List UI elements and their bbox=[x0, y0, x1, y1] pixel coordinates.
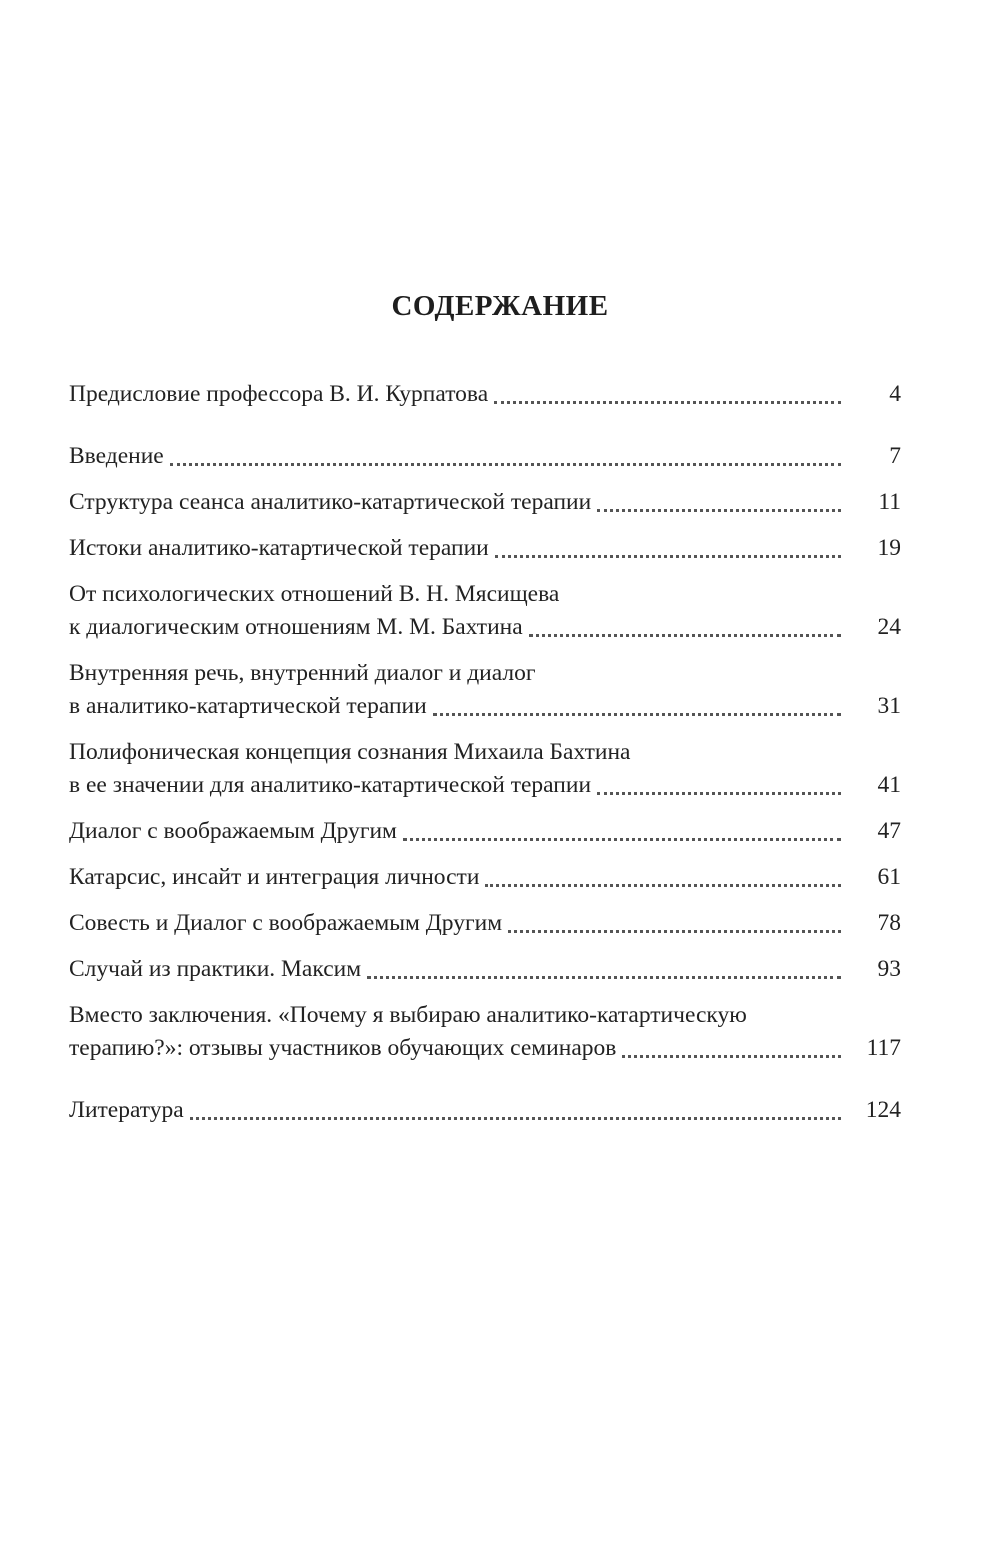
toc-entry-dialogue-imaginary-other[interactable] bbox=[69, 815, 901, 848]
toc-entry-title: Истоки аналитико-катартической терапии bbox=[69, 535, 489, 561]
toc-page-number: 61 bbox=[877, 864, 901, 890]
toc-entry-inner-speech[interactable] bbox=[69, 657, 901, 723]
dot-leader bbox=[494, 400, 841, 404]
page-title: СОДЕРЖАНИЕ bbox=[391, 290, 609, 322]
toc-entry-title-line-1: Внутренняя речь, внутренний диалог и диалог bbox=[69, 660, 536, 686]
toc-page-number: 93 bbox=[877, 956, 901, 982]
dot-leader bbox=[433, 712, 841, 716]
toc-entry-title: Совесть и Диалог с воображаемым Другим bbox=[69, 910, 503, 936]
dot-leader bbox=[485, 883, 841, 887]
toc-page-number: 11 bbox=[878, 489, 901, 515]
toc-page-number: 124 bbox=[865, 1097, 901, 1123]
toc-entry-preface[interactable] bbox=[69, 378, 901, 411]
toc-entry-title: Литература bbox=[69, 1097, 184, 1123]
dot-leader bbox=[190, 1116, 841, 1120]
toc-entry-title-line-1: Полифоническая концепция сознания Михаила Бахтина bbox=[69, 739, 631, 765]
toc-page-number: 19 bbox=[877, 535, 901, 561]
toc-page-number: 4 bbox=[889, 381, 901, 407]
dot-leader bbox=[403, 837, 841, 841]
toc-entry-polyphonic-concept[interactable] bbox=[69, 736, 901, 802]
toc-entry-title: Введение bbox=[69, 443, 164, 469]
toc-entry-origins[interactable] bbox=[69, 532, 901, 565]
toc-entry-title-line-2: терапию?»: отзывы участников обучающих семинаров bbox=[69, 1035, 617, 1061]
toc-entry-conclusion[interactable] bbox=[69, 999, 901, 1065]
dot-leader bbox=[597, 791, 841, 795]
dot-leader bbox=[508, 929, 841, 933]
dot-leader bbox=[622, 1054, 841, 1058]
toc-entry-session-structure[interactable] bbox=[69, 486, 901, 519]
toc-entry-title: Случай из практики. Максим bbox=[69, 956, 362, 982]
toc-page-number: 41 bbox=[877, 772, 901, 798]
toc-entry-introduction[interactable] bbox=[69, 440, 901, 473]
toc-entry-title: Предисловие профессора В. И. Курпатова bbox=[69, 381, 489, 407]
dot-leader bbox=[495, 554, 841, 558]
toc-entry-title-line-2: в ее значении для аналитико-катартической терапии bbox=[69, 772, 592, 798]
toc-entry-title: Катарсис, инсайт и интеграция личности bbox=[69, 864, 480, 890]
toc-entry-title-line-2: в аналитико-катартической терапии bbox=[69, 693, 427, 719]
toc-page-number: 47 bbox=[877, 818, 901, 844]
toc-entry-title-line-1: От психологических отношений В. Н. Мясищева bbox=[69, 581, 560, 607]
dot-leader bbox=[597, 508, 841, 512]
toc-page-number: 31 bbox=[877, 693, 901, 719]
toc-page-number: 78 bbox=[877, 910, 901, 936]
toc-entry-catharsis[interactable] bbox=[69, 861, 901, 894]
dot-leader bbox=[367, 975, 841, 979]
toc-entry-title-line-1: Вместо заключения. «Почему я выбираю аналитико-катартическую bbox=[69, 1002, 747, 1028]
dot-leader bbox=[529, 633, 841, 637]
toc-entry-literature[interactable] bbox=[69, 1094, 901, 1127]
toc-entry-myasishchev-bakhtin[interactable] bbox=[69, 578, 901, 644]
toc-entry-title-line-2: к диалогическим отношениям М. М. Бахтина bbox=[69, 614, 523, 640]
toc-entry-title: Диалог с воображаемым Другим bbox=[69, 818, 397, 844]
dot-leader bbox=[170, 462, 841, 466]
table-of-contents bbox=[69, 378, 901, 1140]
toc-entry-conscience[interactable] bbox=[69, 907, 901, 940]
toc-page-number: 117 bbox=[866, 1035, 901, 1061]
toc-page-number: 24 bbox=[877, 614, 901, 640]
toc-entry-case-study[interactable] bbox=[69, 953, 901, 986]
toc-page-number: 7 bbox=[889, 443, 901, 469]
toc-entry-title: Структура сеанса аналитико-катартической терапии bbox=[69, 489, 592, 515]
